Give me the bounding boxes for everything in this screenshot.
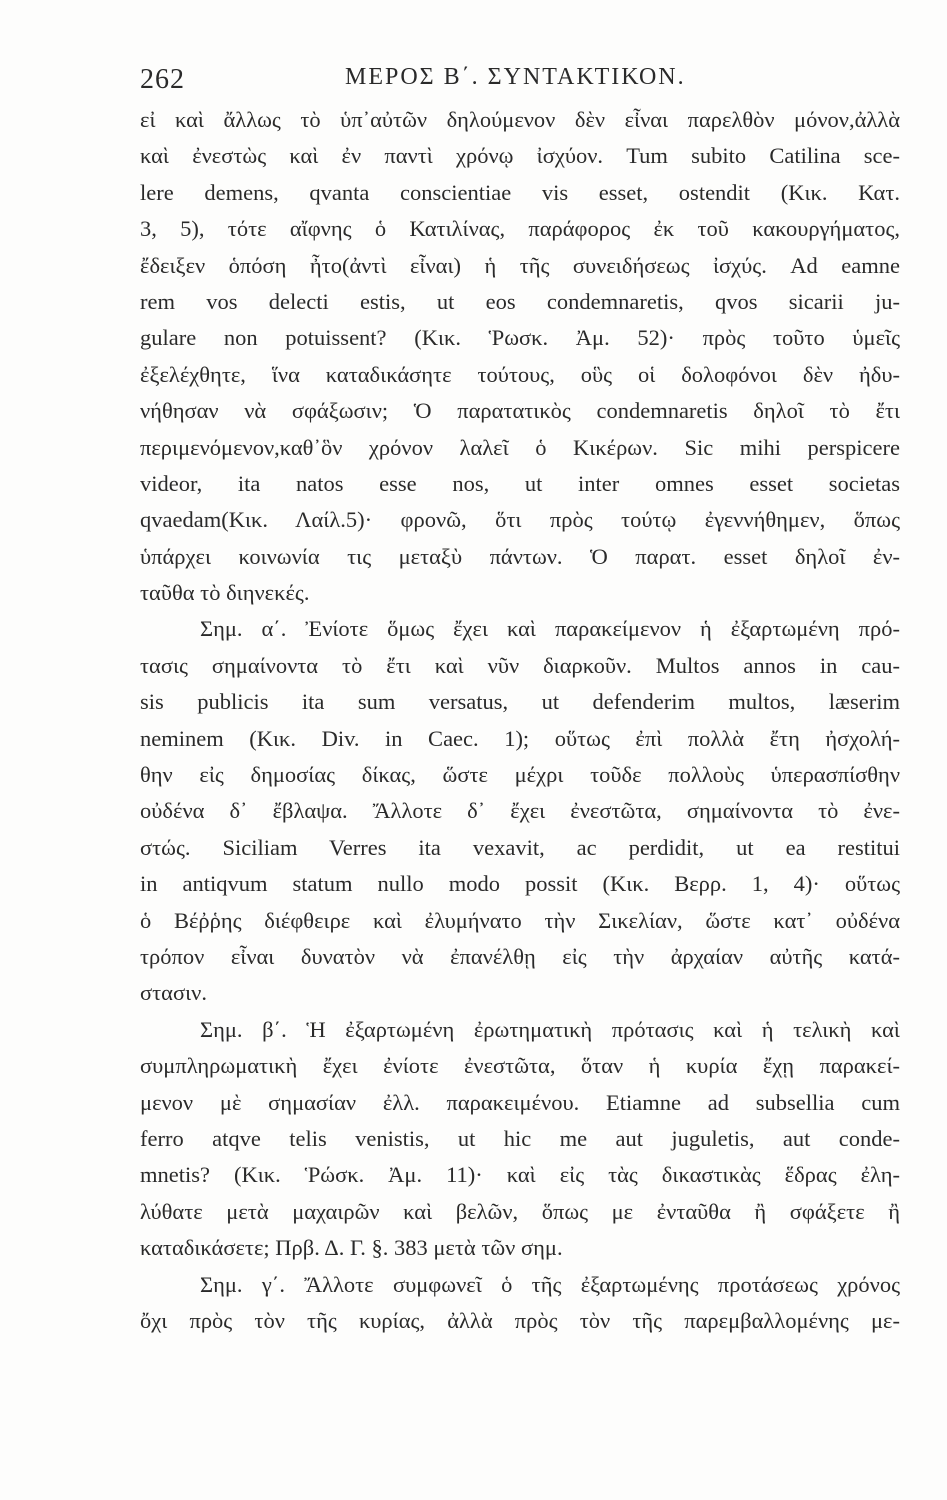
text-line: rem vos delecti estis, ut eos condemnaretis, qvos sicarii ju- [140, 288, 900, 314]
text-line: gulare non potuissent? (Κικ. Ῥωσκ. Ἀμ. 52)· πρὸς τοῦτο ὑμεῖς [140, 325, 900, 351]
body-text [140, 102, 900, 1339]
text-line: οὐδένα δ᾽ ἔβλαψα. Ἄλλοτε δ᾽ ἔχει ἐνεστῶτα, σημαίνοντα τὸ ἐνε- [140, 798, 900, 824]
text-line: συμπληρωματικὴ ἔχει ἐνίοτε ἐνεστῶτα, ὅταν ἡ κυρία ἔχῃ παρακεί- [140, 1053, 900, 1079]
text-line: Σημ. β΄. Ἡ ἐξαρτωμένη ἐρωτηματικὴ πρότασις καὶ ἡ τελικὴ καὶ [200, 1016, 900, 1042]
text-line: 3, 5), τότε αἴφνης ὁ Κατιλίνας, παράφορος ἐκ τοῦ κακουργήματος, [140, 216, 900, 242]
text-line: καταδικάσετε; Πρβ. Δ. Γ. §. 383 μετὰ τῶν σημ. [140, 1235, 563, 1261]
text-line: μενον μὲ σημασίαν ἐλλ. παρακειμένου. Etiamne ad subsellia cum [140, 1089, 900, 1115]
text-line: ὄχι πρὸς τὸν τῆς κυρίας, ἀλλὰ πρὸς τὸν τῆς παρεμβαλλομένης με- [140, 1307, 900, 1333]
text-line: Σημ. α΄. Ἐνίοτε ὅμως ἔχει καὶ παρακείμενον ἡ ἐξαρτωμένη πρό- [200, 616, 900, 642]
text-line: τρόπον εἶναι δυνατὸν νὰ ἐπανέλθῃ εἰς τὴν ἀρχαίαν αὐτῆς κατά- [140, 943, 900, 969]
text-line: ταῦθα τὸ διηνεκές. [140, 580, 310, 606]
page-header [140, 64, 900, 100]
text-line: mnetis? (Κικ. Ῥώσκ. Ἀμ. 11)· καὶ εἰς τὰς δικαστικὰς ἕδρας ἐλη- [140, 1162, 900, 1188]
text-line: στώς. Siciliam Verres ita vexavit, ac perdidit, ut ea restitui [140, 834, 900, 860]
text-line: ὁ Βέῤῥης διέφθειρε καὶ ἐλυμήνατο τὴν Σικελίαν, ὥστε κατ᾽ οὐδένα [140, 907, 900, 933]
text-line: neminem (Κικ. Div. in Caec. 1); οὕτως ἐπὶ πολλὰ ἔτη ἠσχολή- [140, 725, 900, 751]
running-title: ΜΕΡΟΣ Β΄. ΣΥΝΤΑΚΤΙΚΟΝ. [345, 64, 686, 90]
text-line: θην εἰς δημοσίας δίκας, ὥστε μέχρι τοῦδε πολλοὺς ὑπερασπίσθην [140, 762, 900, 788]
text-line: περιμενόμενον,καθ᾽ὃν χρόνον λαλεῖ ὁ Κικέρων. Sic mihi perspicere [140, 434, 900, 460]
text-line: in antiqvum statum nullo modo possit (Κικ. Βερρ. 1, 4)· οὕτως [140, 871, 900, 897]
text-line: videor, ita natos esse nos, ut inter omnes esset societas [140, 470, 900, 496]
text-line: ferro atqve telis venistis, ut hic me aut juguletis, aut conde- [140, 1125, 900, 1151]
text-line: τασις σημαίνοντα τὸ ἔτι καὶ νῦν διαρκοῦν. Multos annos in cau- [140, 652, 900, 678]
text-line: νήθησαν νὰ σφάξωσιν; Ὁ παρατατικὸς condemnaretis δηλοῖ τὸ ἔτι [140, 398, 900, 424]
text-line: ὑπάρχει κοινωνία τις μεταξὺ πάντων. Ὁ παρατ. esset δηλοῖ ἐν- [140, 543, 900, 569]
text-line: εἰ καὶ ἄλλως τὸ ὑπ᾽αὐτῶν δηλούμενον δὲν εἶναι παρελθὸν μόνον,ἀλλὰ [140, 107, 900, 132]
page-number: 262 [140, 64, 185, 95]
text-line: Σημ. γ΄. Ἄλλοτε συμφωνεῖ ὁ τῆς ἐξαρτωμένης προτάσεως χρόνος [200, 1271, 900, 1297]
text-line: sis publicis ita sum versatus, ut defenderim multos, læserim [140, 689, 900, 715]
text-line: ἔδειξεν ὁπόση ἦτο(ἀντὶ εἶναι) ἡ τῆς συνειδήσεως ἰσχύς. Ad eamne [140, 252, 900, 278]
text-line: lere demens, qvanta conscientiae vis esset, ostendit (Κικ. Κατ. [140, 179, 900, 205]
text-line: qvaedam(Κικ. Λαίλ.5)· φρονῶ, ὅτι πρὸς τούτῳ ἐγεννήθημεν, ὅπως [140, 507, 900, 533]
text-line: στασιν. [140, 980, 207, 1006]
text-line: λύθατε μετὰ μαχαιρῶν καὶ βελῶν, ὅπως με ἐνταῦθα ἢ σφάξετε ἢ [140, 1198, 900, 1224]
text-line: ἐξελέχθητε, ἵνα καταδικάσητε τούτους, οὓς οἱ δολοφόνοι δὲν ἠδυ- [140, 361, 900, 387]
text-line: καὶ ἐνεστὼς καὶ ἐν παντὶ χρόνῳ ἰσχύον. Tum subito Catilina sce- [140, 143, 900, 169]
